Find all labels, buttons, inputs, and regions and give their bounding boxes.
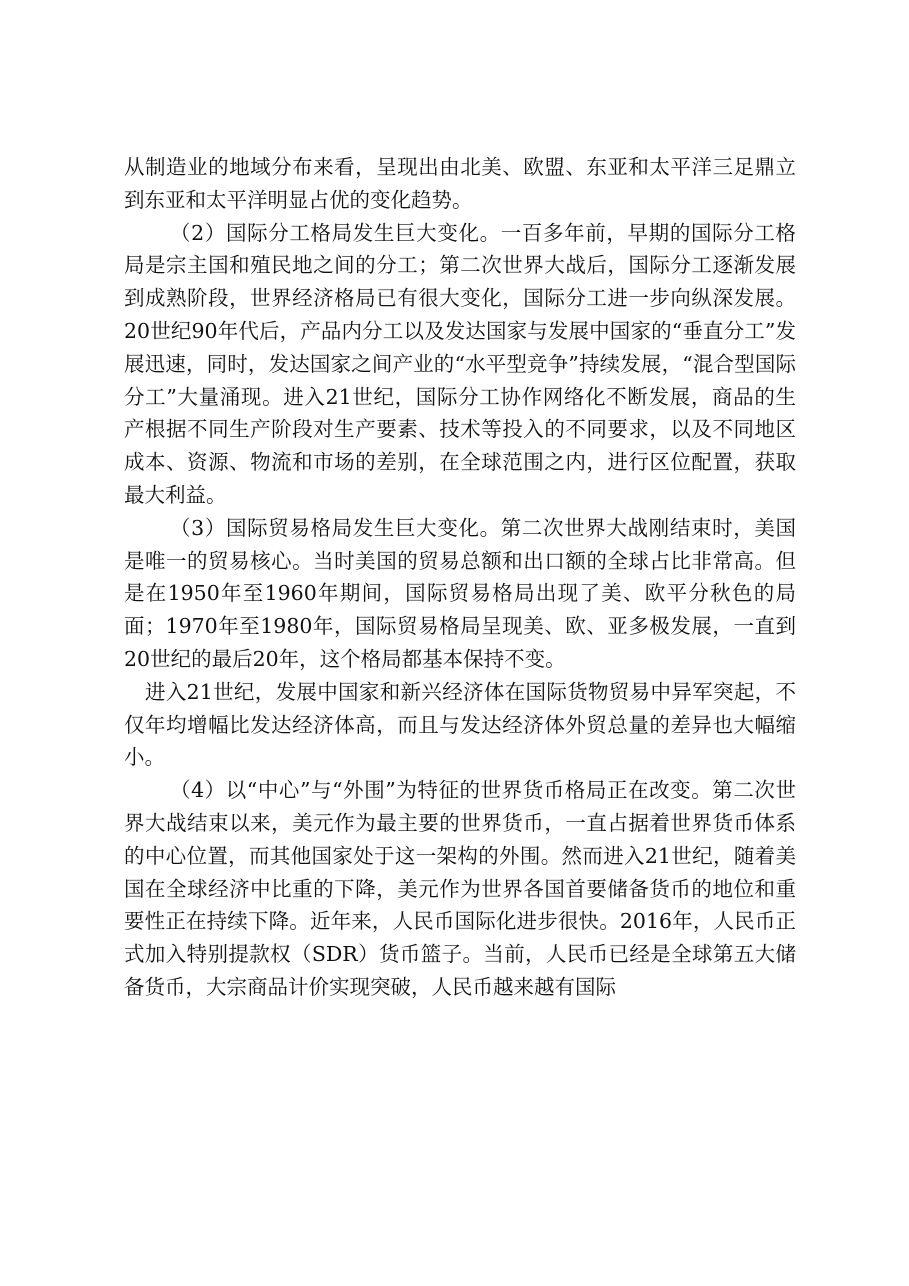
paragraph-division-of-labor: （2）国际分工格局发生巨大变化。一百多年前，早期的国际分工格局是宗主国和殖民地之间的分工；第二次世界大战后，国际分工逐渐发展到成熟阶段，世界经济格局已有很大变化，国际分工进一步向纵深发展。20世纪90年代后，产品内分工以及发达国家与发展中国家的“垂直分工”发展迅速，同时，发达国家之间产业的“水平型竞争”持续发展，“混合型国际分工”大量涌现。进入21世纪，国际分工协作网络化不断发展，商品的生产根据不同生产阶段对生产要素、技术等投入的不同要求，以及不同地区成本、资源、物流和市场的差别，在全球范围之内，进行区位配置，获取最大利益。: [124, 220, 796, 507]
paragraph-currency-pattern: （4）以“中心”与“外围”为特征的世界货币格局正在改变。第二次世界大战结束以来，美元作为最主要的世界货币，一直占据着世界货币体系的中心位置，而其他国家处于这一架构的外围。然而进入21世纪，随着美国在全球经济中比重的下降，美元作为世界各国首要储备货币的地位和重要性正在持续下降。近年来，人民币国际化进步很快。2016年，人民币正式加入特别提款权（SDR）货币篮子。当前，人民币已经是全球第五大储备货币，大宗商品计价实现突破，人民币越来越有国际: [124, 778, 796, 999]
body-text: [124, 151, 796, 1004]
paragraph-trade-pattern: （3）国际贸易格局发生巨大变化。第二次世界大战刚结束时，美国是唯一的贸易核心。当时美国的贸易总额和出口额的全球占比非常高。但是在1950年至1960年期间，国际贸易格局出现了美、欧平分秋色的局面；1970年至1980年，国际贸易格局呈现美、欧、亚多极发展，一直到20世纪的最后20年，这个格局都基本保持不变。: [124, 515, 796, 671]
paragraph-manufacturing-distribution: 从制造业的地域分布来看，呈现出由北美、欧盟、东亚和太平洋三足鼎立到东亚和太平洋明显占优的变化趋势。: [124, 155, 796, 212]
paragraph-emerging-economies: 进入21世纪，发展中国家和新兴经济体在国际货物贸易中异军突起，不仅年均增幅比发达经济体高，而且与发达经济体外贸总量的差异也大幅缩小。: [124, 679, 796, 770]
